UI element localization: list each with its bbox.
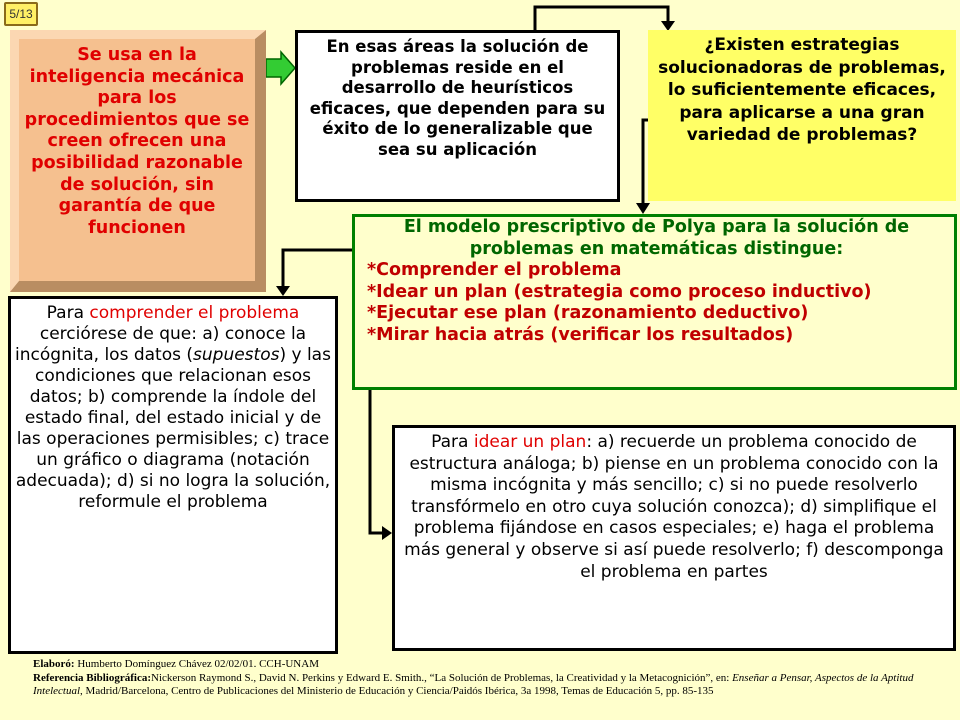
arrowhead-icon: [276, 286, 290, 296]
arrowhead-icon: [636, 203, 650, 214]
footer-author-label: Elaboró:: [33, 658, 75, 670]
connector-bottom: [370, 390, 384, 533]
slide-number-badge: 5/13: [4, 2, 38, 26]
connector-left: [283, 250, 352, 289]
footer-reference: [33, 672, 945, 699]
green-arrow-icon: [266, 52, 295, 84]
polya-step-understand: *Comprender el problema: [367, 260, 622, 281]
mechanical-intelligence-text: Se usa en la inteligencia mecánica para los procedimientos que se creen ofrecen una posibilidad razonable de solución, sin garantía de que funcionen: [24, 45, 250, 238]
footer-reference-text-2: , Madrid/Barcelona, Centro de Publicaciones del Ministerio de Educación y Ciencia/Paidós Ibérica, 3a 1998, Temas de Educación 5, pp. 85-135: [80, 685, 714, 697]
understand-problem-box: [8, 296, 338, 654]
footer-credits: [33, 658, 945, 699]
footer-reference-label: Referencia Bibliográfica:: [33, 671, 152, 684]
footer-reference-text-1: Nickerson Raymond S., David N. Perkins y Edward E. Smith., “La Solución de Problemas, la Creatividad y la Metacognición”, en:: [151, 671, 733, 684]
footer-reference-italic: Enseñar a Pensar, Aspectos de la Aptitud Intelectual: [33, 671, 914, 697]
arrowhead-icon: [382, 526, 392, 540]
plan-text: : a) recuerde un problema conocido de estructura análoga; b) piense en un problema conocido con la misma incógnita y más sencillo; c) si no puede resolverlo transfórmelo en otro cuya solución conozca); d) simplifique el problema fijándose en casos especiales; e) haga el problema más general y observe si así puede resolverlo; f) descomponga el problema en partes: [404, 432, 944, 582]
heuristics-text: En esas áreas la solución de problemas reside en el desarrollo de heurísticos eficaces, que dependen para su éxito de lo generalizable que sea su aplicación: [309, 37, 606, 159]
understand-lead: Para: [46, 303, 90, 323]
polya-model-box: [352, 214, 957, 390]
footer-author-text: Humberto Domínguez Chávez 02/02/01. CCH-UNAM: [74, 658, 319, 670]
understand-highlight: comprender el problema: [89, 303, 300, 323]
strategies-question-text: ¿Existen estrategias solucionadoras de problemas, lo suficientemente eficaces, para aplicarse a una gran variedad de problemas?: [658, 35, 946, 145]
mechanical-intelligence-box: [10, 30, 266, 292]
understand-text-2: ) y las condiciones que relacionan esos datos; b) comprende la índole del estado final, del estado inicial y de las operaciones permisibles; c) trace un gráfico o diagrama (notación adecuada); d) si no logra la solución, reformule el problema: [15, 345, 331, 512]
footer-author: [33, 658, 945, 672]
polya-step-look-back: *Mirar hacia atrás (verificar los resultados): [367, 324, 794, 345]
polya-step-execute: *Ejecutar ese plan (razonamiento deductivo): [367, 303, 809, 324]
understand-text-1: cerciórese de que: a) conoce la incógnita, los datos (: [15, 324, 307, 365]
heuristics-box: [295, 30, 620, 202]
connector-top: [535, 7, 668, 30]
understand-italic: supuestos: [193, 345, 280, 365]
strategies-question-box: [648, 30, 956, 201]
polya-step-plan: *Idear un plan (estrategia como proceso inductivo): [367, 281, 872, 302]
plan-highlight: idear un plan: [473, 432, 587, 452]
polya-model-heading: El modelo prescriptivo de Polya para la solución de problemas en matemáticas distingue:: [403, 217, 910, 259]
plan-lead: Para: [431, 432, 474, 452]
devise-plan-box: [392, 425, 956, 651]
